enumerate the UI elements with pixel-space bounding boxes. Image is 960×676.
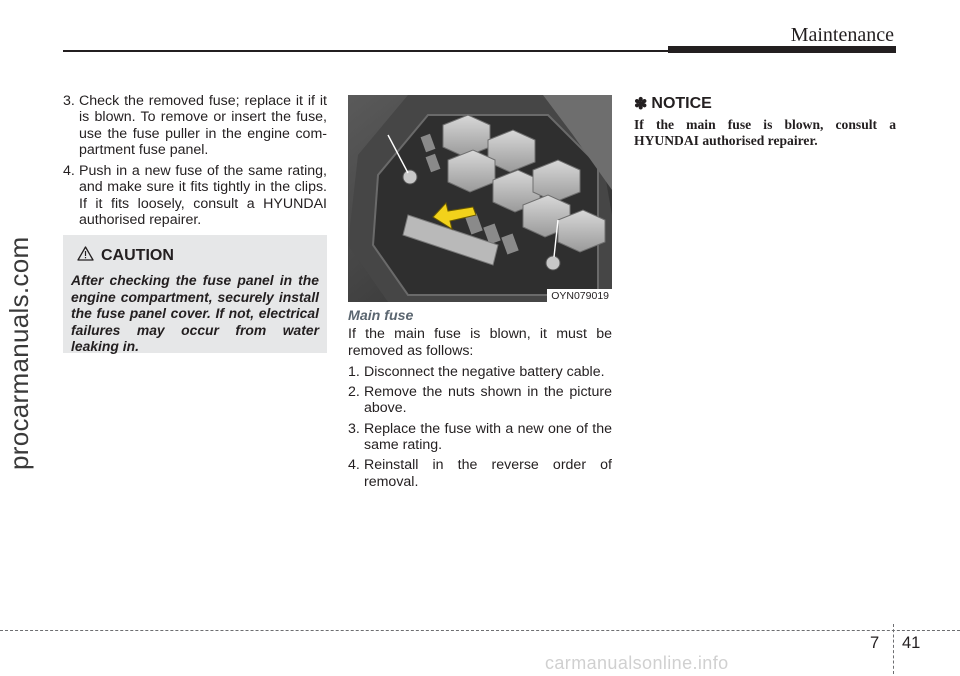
warning-triangle-icon bbox=[77, 246, 94, 266]
header-rule bbox=[63, 50, 668, 52]
step-number: 3. bbox=[348, 420, 360, 437]
fuse-replacement-steps bbox=[63, 93, 327, 233]
list-item bbox=[63, 93, 327, 158]
main-fuse-intro: If the main fuse is blown, it must be removed as follows: bbox=[348, 326, 612, 359]
step-text: Disconnect the negative battery cable. bbox=[364, 363, 605, 380]
step-number: 4. bbox=[348, 457, 360, 474]
chapter-number: 7 bbox=[870, 634, 880, 652]
step-text: Replace the fuse with a new one of the same rating. bbox=[364, 420, 612, 454]
list-item bbox=[63, 163, 327, 228]
notice-header bbox=[634, 94, 896, 114]
list-item bbox=[348, 421, 612, 454]
fuse-box-illustration bbox=[348, 95, 612, 302]
footer-rule bbox=[0, 630, 960, 631]
side-watermark: procarmanuals.com bbox=[4, 236, 34, 470]
figure-code: OYN079019 bbox=[547, 289, 612, 302]
step-text: Reinstall in the reverse order of removal. bbox=[364, 457, 612, 490]
caution-header bbox=[71, 245, 319, 267]
caution-text: After checking the fuse panel in the engine compartment, securely install the fuse panel cover. If not, electrical failures may occur from water leaking in. bbox=[71, 272, 319, 355]
caution-box bbox=[63, 235, 327, 353]
engine-fuse-box-photo bbox=[348, 95, 612, 302]
step-number: 3. bbox=[63, 93, 75, 109]
step-number: 2. bbox=[348, 384, 360, 401]
main-fuse-heading: Main fuse bbox=[348, 308, 414, 324]
step-number: 1. bbox=[348, 363, 360, 380]
list-item bbox=[348, 364, 612, 380]
header-bar bbox=[668, 46, 896, 53]
main-fuse-section bbox=[348, 308, 612, 494]
notice-title: NOTICE bbox=[651, 95, 712, 112]
section-title: Maintenance bbox=[790, 24, 894, 46]
step-number: 4. bbox=[63, 163, 75, 180]
notice-text: If the main fuse is blown, consult a HYUNDAI authorised repairer. bbox=[634, 117, 896, 149]
step-text: Remove the nuts shown in the picture above. bbox=[364, 384, 612, 417]
list-item bbox=[348, 457, 612, 490]
caution-title: CAUTION bbox=[101, 247, 174, 264]
asterisk-icon: ✽ bbox=[634, 96, 648, 113]
footer-divider bbox=[893, 624, 894, 674]
list-item bbox=[348, 384, 612, 417]
step-text: Push in a new fuse of the same rating, and make sure it fits tightly in the clips. If it fits loosely, consult a HYUNDAI authorised repairer. bbox=[79, 163, 327, 229]
page-number: 41 bbox=[902, 634, 921, 652]
step-text: Check the removed fuse; replace it if it is blown. To remove or insert the fuse, use the fuse puller in the engine com-partment fuse panel. bbox=[79, 93, 327, 158]
site-watermark: carmanualsonline.info bbox=[545, 653, 729, 673]
notice-section bbox=[634, 94, 896, 150]
